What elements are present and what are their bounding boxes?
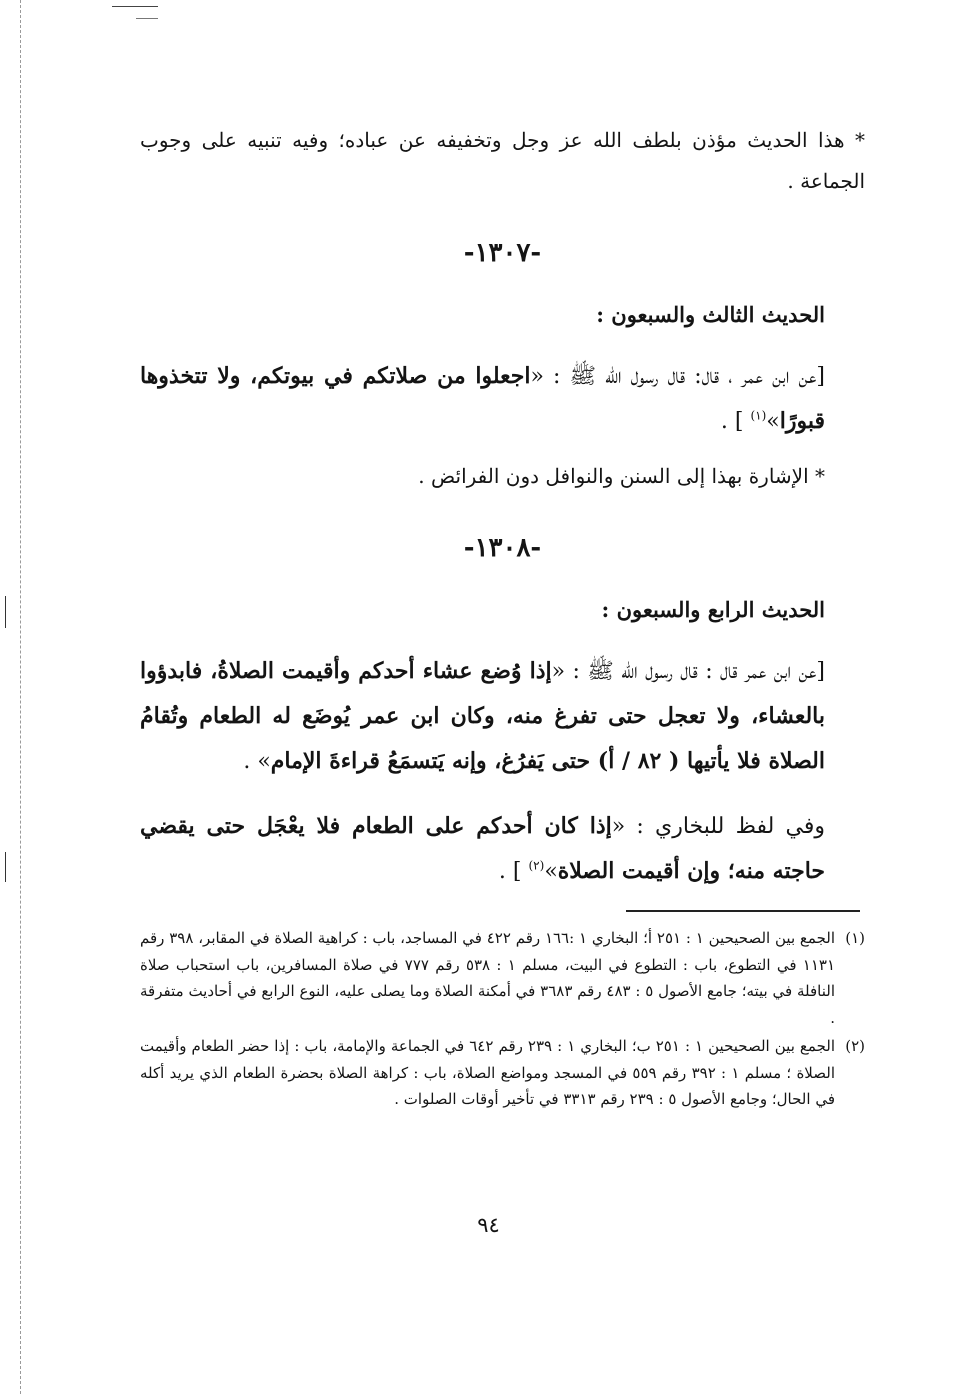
hadith-prefix: [عن ابن عمر ، قال: قال رسول الله ﷺ : « xyxy=(530,364,825,389)
hadith-quote-close: » . xyxy=(243,749,271,774)
bukhari-prefix: وفي لفظ للبخاري : « xyxy=(611,814,825,839)
footnote-ref-2[interactable]: (٢) xyxy=(528,858,545,873)
margin-mark xyxy=(5,852,6,882)
top-rule xyxy=(112,6,158,7)
footnote-text: الجمع بين الصحيحين ١ : ٢٥١ ب؛ البخاري ١ : ٢٣٩ رقم ٦٤٢ في الجماعة والإمامة، باب : إذا حضر الطعام وأقيمت الصلاة ؛ مسلم ١ : ٣٩٢ رقم ٥٥٩ في المسجد ومواضع الصلاة، باب : كراهة الصلاة بحضرة الطعام الذي يريد أكله في الحال؛ وجامع الأصول ٥ : ٢٣٩ رقم ٣٣١٣ في تأخير أوقات الصلوات . xyxy=(140,1037,836,1108)
hadith-prefix: [عن ابن عمر قال : قال رسول الله ﷺ : « xyxy=(551,659,825,684)
intro-paragraph: * هذا الحديث مؤذن بلطف الله عز وجل وتخفيفه عن عباده؛ وفيه تنبيه على وجوب الجماعة . xyxy=(140,128,865,193)
hadith-number-1308: -١٣٠٨- xyxy=(463,533,542,563)
footnote-ref-1[interactable]: (١) xyxy=(750,408,767,423)
footnote-number: (١) xyxy=(845,929,865,947)
hadith-text: اجعلوا من صلاتكم في بيوتكم، ولا تتخذوها قبورًا xyxy=(140,363,825,434)
footnote-number: (٢) xyxy=(845,1037,865,1055)
footnotes xyxy=(140,925,865,1115)
margin-mark xyxy=(5,596,6,628)
hadith-paragraph-1308 xyxy=(140,649,865,784)
top-rule-short xyxy=(136,18,158,19)
bukhari-quote-close: » xyxy=(544,859,558,884)
page-body xyxy=(140,120,865,894)
bukhari-end: ] . xyxy=(498,859,529,884)
bukhari-text: إذا كان أحدكم على الطعام فلا يعْجَل حتى يقضي حاجته منه؛ وإن أقيمت الصلاة xyxy=(140,813,825,884)
hadith-end: ] . xyxy=(720,409,751,434)
hadith-number-1307: -١٣٠٧- xyxy=(463,238,542,268)
hadith-paragraph-1307 xyxy=(140,354,865,444)
footnote-separator xyxy=(626,910,860,912)
hadith-title-73: الحديث الثالث والسبعون : xyxy=(596,302,825,327)
hadith-quote-close: » xyxy=(766,409,780,434)
hadith-note-1307: * الإشارة بهذا إلى السنن والنوافل دون الفرائض . xyxy=(418,464,825,488)
bukhari-paragraph xyxy=(140,804,865,894)
footnote-text: الجمع بين الصحيحين ١ : ٢٥١ أ؛ البخاري ١ :١٦٦ رقم ٤٢٢ في المساجد، باب : كراهية الصلاة في المقابر، ٣٩٨ رقم ١١٣١ في التطوع، باب : التطوع في البيت، مسلم ١ : ٥٣٨ رقم ٧٧٧ في صلاة المسافرين، باب استحباب صلاة النافلة في بيته؛ جامع الأصول ٥ : ٤٨٣ رقم ٣٦٨٣ في أمكنة الصلاة وما يصلى عليه، النوع الرابع في أحاديث متفرقة . xyxy=(140,929,836,1027)
hadith-text: إذا وُضع عشاء أحدكم وأقيمت الصلاةُ، فابدؤوا بالعشاء، ولا تعجل حتى تفرغ منه، وكان ابن عمر يُوضَع له الطعام وتُقامُ الصلاة فلا يأتيها ( ٨٢ / أ) حتى يَفرُغ، وإنه يَتسمَعُ قراءةَ الإمام xyxy=(140,658,825,774)
footnote-1 xyxy=(140,925,865,1031)
footnote-2 xyxy=(140,1033,865,1113)
scan-edge-dashed-line xyxy=(20,0,21,1394)
hadith-title-74: الحديث الرابع والسبعون : xyxy=(601,597,825,622)
page-number: ٩٤ xyxy=(477,1213,500,1237)
